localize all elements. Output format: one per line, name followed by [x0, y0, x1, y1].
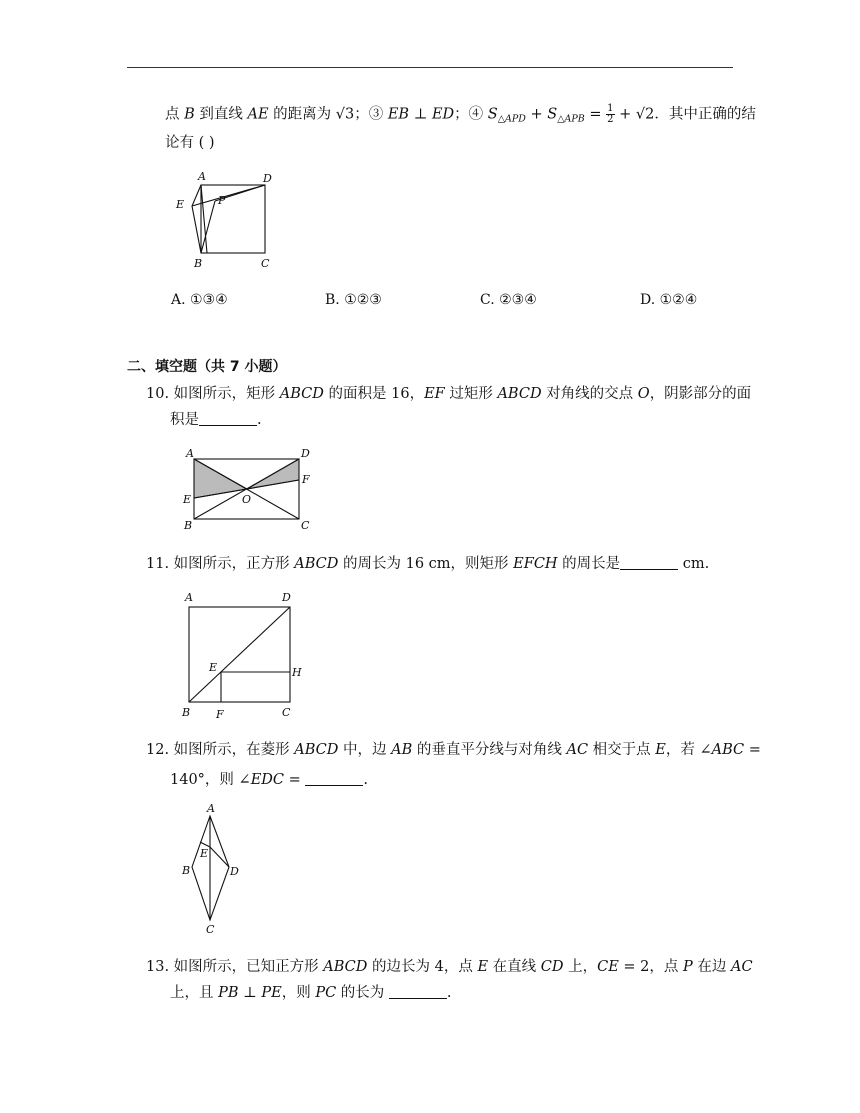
q11-label-C: C — [282, 706, 291, 719]
q12-label-D: D — [230, 865, 239, 878]
math: ⊥ — [409, 106, 432, 123]
text: cm. — [678, 556, 710, 572]
math: + — [614, 106, 636, 123]
choice-b[interactable]: B. ①②③ — [325, 292, 382, 308]
text: . — [446, 985, 452, 1001]
text: 上，且 — [170, 985, 219, 1001]
q9-label-P: P — [218, 194, 226, 207]
q10-label-A: A — [186, 447, 194, 460]
math: ABC — [711, 742, 745, 758]
q10-label-E: E — [183, 493, 192, 506]
q12-label-E: E — [200, 847, 209, 860]
math: ED — [431, 106, 455, 123]
math: AC — [566, 742, 589, 758]
text: 过矩形 — [444, 386, 498, 402]
q10-label-O: O — [242, 493, 252, 506]
text: 的边长为 4，点 — [367, 959, 478, 975]
math: ABCD — [323, 959, 368, 975]
text: 如图所示，正方形 — [173, 556, 295, 572]
text: = — [744, 742, 761, 758]
text: 到直线 — [194, 106, 248, 123]
answer-blank[interactable] — [305, 772, 363, 786]
math: AE — [247, 106, 269, 123]
q10-figure — [178, 445, 318, 535]
text: = 2，点 — [618, 959, 684, 975]
q11-label-E: E — [209, 661, 218, 674]
text: 如图所示，在菱形 — [173, 742, 295, 758]
math-sqrt3: √3 — [335, 106, 355, 123]
choice-c[interactable]: C. ②③④ — [480, 292, 537, 308]
text: ．其中正确的结 — [654, 106, 756, 123]
q9-label-A: A — [198, 170, 206, 183]
q9-line1 — [165, 104, 756, 130]
text: 的长为 — [336, 985, 389, 1001]
math: ABCD — [294, 556, 339, 572]
q10-label-F: F — [302, 473, 310, 486]
math: CE — [597, 959, 619, 975]
q9-label-D: D — [263, 172, 272, 185]
header-rule — [127, 67, 733, 68]
q11-label-A: A — [185, 591, 193, 604]
q11-label-F: F — [216, 708, 224, 721]
text: ，若 ∠ — [665, 742, 712, 758]
q12-label-B: B — [182, 864, 191, 877]
text: 上， — [563, 959, 598, 975]
q12-figure — [178, 800, 248, 940]
q12-label-C: C — [206, 923, 215, 936]
fraction-denominator: 2 — [607, 114, 614, 125]
math: AC — [731, 959, 753, 975]
text: 的面积是 16， — [323, 386, 425, 402]
text: 的距离为 — [268, 106, 336, 123]
math: CD — [540, 959, 564, 975]
math: EDC — [250, 772, 284, 788]
text: ，阴影部分的面 — [649, 386, 752, 402]
q11-label-H: H — [292, 666, 302, 679]
question-number: 12. — [146, 742, 170, 758]
text: 积是 — [170, 412, 199, 428]
text: ；④ — [454, 106, 488, 123]
q9-label-C: C — [261, 257, 270, 270]
q10-line2 — [170, 410, 262, 430]
q13-line2 — [170, 983, 452, 1003]
q13-line1 — [146, 957, 753, 977]
q9-label-B: B — [194, 257, 203, 270]
math: + — [525, 106, 548, 123]
text: 140°，则 ∠ — [170, 772, 251, 788]
math-sqrt2: √2 — [635, 106, 655, 123]
text: 中，边 — [338, 742, 392, 758]
text: 在边 — [692, 959, 731, 975]
q11-diagonal-bd — [189, 607, 290, 702]
choice-a[interactable]: A. ①③④ — [171, 292, 228, 308]
answer-blank[interactable] — [199, 412, 257, 426]
text: 的周长是 — [557, 556, 621, 572]
text: 如图所示，已知正方形 — [173, 959, 324, 975]
math: PE — [261, 985, 282, 1001]
q11-line1 — [146, 554, 709, 574]
q10-label-C: C — [301, 519, 310, 532]
math: E — [655, 742, 666, 758]
math: ABCD — [279, 386, 324, 402]
math: EFCH — [513, 556, 558, 572]
math-subscript: △APB — [557, 113, 585, 125]
math: P — [683, 959, 693, 975]
question-number: 13. — [146, 959, 170, 975]
q11-label-B: B — [182, 706, 191, 719]
fraction — [606, 104, 614, 125]
math: PB — [218, 985, 239, 1001]
text: 的周长为 16 cm，则矩形 — [338, 556, 514, 572]
q12-line1 — [146, 740, 761, 760]
math: AB — [391, 742, 413, 758]
math: ABCD — [497, 386, 542, 402]
text: = — [284, 772, 306, 788]
text: 相交于点 — [588, 742, 656, 758]
q12-line-ed — [210, 847, 229, 867]
math: = — [584, 106, 607, 123]
answer-blank[interactable] — [389, 985, 447, 999]
q10-shade-left — [194, 459, 247, 498]
text: 如图所示，矩形 — [173, 386, 280, 402]
answer-blank[interactable] — [620, 556, 678, 570]
q12-line2 — [170, 770, 368, 790]
text: ，则 — [281, 985, 316, 1001]
q10-label-D: D — [301, 447, 310, 460]
q12-label-A: A — [207, 802, 215, 815]
math: EB — [387, 106, 410, 123]
math: ABCD — [294, 742, 339, 758]
q11-label-D: D — [282, 591, 291, 604]
q9-line2: 论有 ( ) — [165, 135, 215, 151]
text: . — [363, 772, 368, 788]
q9-label-E: E — [176, 198, 185, 211]
q10-line1 — [146, 384, 751, 404]
text: 的垂直平分线与对角线 — [412, 742, 567, 758]
question-number: 10. — [146, 386, 170, 402]
text: 点 — [165, 106, 185, 123]
text: . — [257, 412, 262, 428]
math-subscript: △APD — [497, 113, 526, 125]
text: ⊥ — [238, 985, 262, 1001]
math: O — [637, 386, 650, 402]
fraction-numerator: 1 — [607, 103, 614, 114]
q11-figure — [176, 588, 316, 720]
question-number: 11. — [146, 556, 170, 572]
math: S — [547, 106, 558, 123]
text: 对角线的交点 — [541, 386, 638, 402]
text: 在直线 — [488, 959, 541, 975]
math: B — [184, 106, 195, 123]
choice-d[interactable]: D. ①②④ — [640, 292, 698, 308]
math: PC — [315, 985, 337, 1001]
q9-line-aeb — [192, 185, 201, 253]
q9-figure — [170, 168, 280, 273]
math: EF — [424, 386, 445, 402]
math: S — [487, 106, 498, 123]
q10-label-B: B — [184, 519, 193, 532]
text: ；③ — [354, 106, 388, 123]
section-title: 二、填空题（共 7 小题） — [127, 359, 287, 375]
math: E — [477, 959, 489, 975]
